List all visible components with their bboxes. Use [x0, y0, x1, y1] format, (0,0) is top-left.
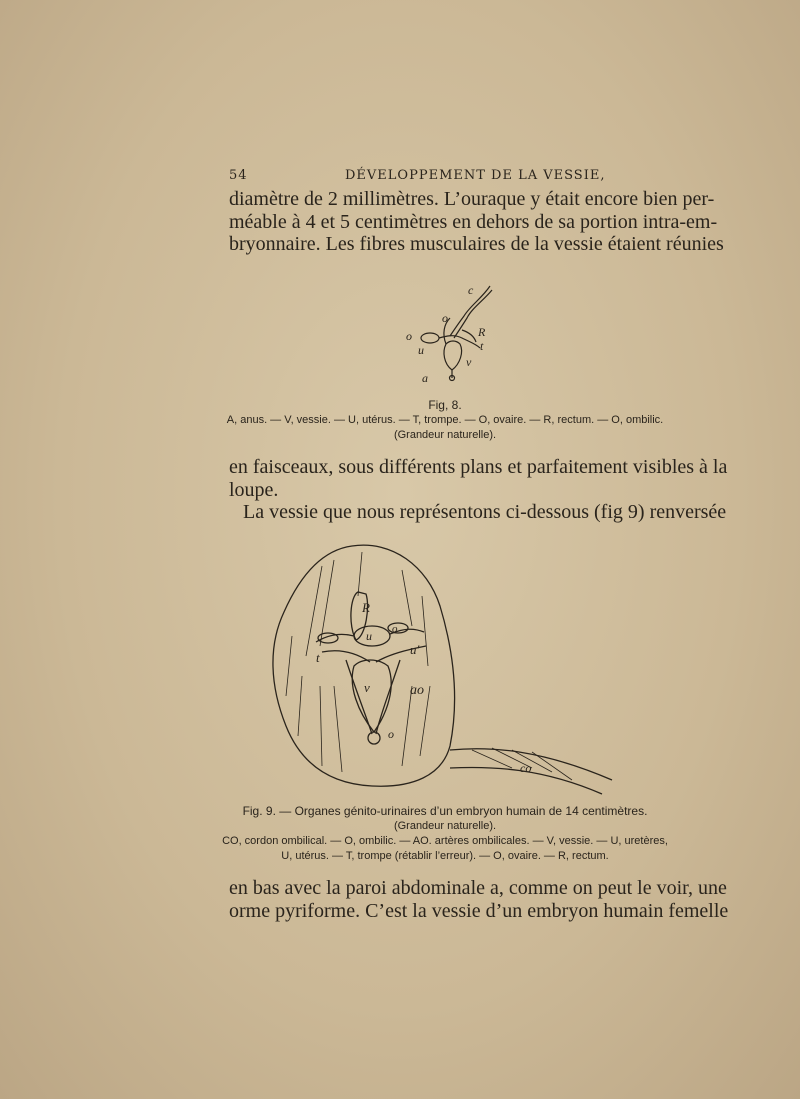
fig8-label-t: t — [480, 339, 484, 353]
umbilicus-mark — [368, 732, 380, 744]
running-title: DÉVELOPPEMENT DE LA VESSIE, — [345, 168, 606, 183]
text-line: loupe. — [229, 478, 279, 501]
text-line: La vessie que nous représentons ci-dessous (fig 9) renversée — [243, 501, 727, 523]
fig9-label-t: t — [316, 650, 320, 665]
fig8-label-r: R — [478, 325, 486, 339]
figure-8-title: Fig, 8. — [428, 398, 462, 412]
figure-8-legend: A, anus. — V, vessie. — U, utérus. — T, trompe. — O, ovaire. — R, rectum. — O, ombilic. — [226, 414, 664, 426]
bladder-shape — [444, 341, 462, 370]
fig8-label-v: v — [466, 355, 472, 369]
fig9-label-ao: ao — [410, 683, 424, 698]
uterus-shape — [354, 626, 390, 646]
text-line: méable à 4 et 5 centimètres en dehors de sa portion intra-em- — [229, 210, 718, 233]
body-wall-outline — [273, 545, 455, 786]
figure-9-title: Fig. 9. — Organes génito-urinaires d’un embryon humain de 14 centimètres. — [242, 804, 648, 818]
paragraph-2 — [229, 456, 728, 501]
fig9-label-r: R — [362, 600, 370, 615]
text-line: orme pyriforme. C’est la vessie d’un embryon humain femelle — [229, 899, 729, 922]
fig9-label-o-ovary: o — [392, 623, 398, 635]
figure-9-note: (Grandeur naturelle). — [393, 820, 497, 832]
paragraph-1 — [229, 188, 724, 256]
figure-9-legend-1: CO, cordon ombilical. — O, ombilic. — AO. artères ombilicales. — V, vessie. — U, uretères, — [222, 835, 668, 847]
figure-8-note: (Grandeur naturelle). — [393, 429, 497, 441]
figure-9-legend-2: U, utérus. — T, trompe (rétablir l’erreur). — O, ovaire. — R, rectum. — [281, 850, 609, 862]
paragraph-3 — [229, 501, 727, 524]
ovary-shape — [421, 333, 439, 343]
page-number: 54 — [229, 168, 248, 183]
fig8-label-o-ovary: o — [406, 329, 412, 343]
page-header — [229, 168, 669, 190]
paragraph-4 — [229, 877, 729, 922]
fig9-label-u: u — [366, 629, 372, 643]
text-line: en faisceaux, sous différents plans et parfaitement visibles à la — [229, 456, 728, 478]
fig8-label-u: u — [418, 343, 424, 357]
fig9-label-o-umbilicus: o — [388, 727, 394, 741]
fig9-label-co: co — [520, 761, 532, 775]
fig9-label-v: v — [364, 680, 370, 695]
figure-9-drawing — [262, 536, 622, 796]
fig8-label-a: a — [422, 371, 428, 385]
figure-8-caption — [200, 398, 690, 443]
figure-9-caption — [200, 804, 690, 864]
fig9-label-u-prime: u′ — [410, 642, 420, 657]
figure-8-drawing — [392, 278, 522, 388]
text-line: en bas avec la paroi abdominale a, comme on peut le voir, une — [229, 877, 727, 899]
text-line: diamètre de 2 millimètres. L’ouraque y était encore bien per- — [229, 188, 715, 210]
fig8-label-o: o — [442, 311, 448, 325]
fig8-label-c: c — [468, 283, 474, 297]
text-line: bryonnaire. Les fibres musculaires de la vessie étaient réunies — [229, 233, 724, 255]
